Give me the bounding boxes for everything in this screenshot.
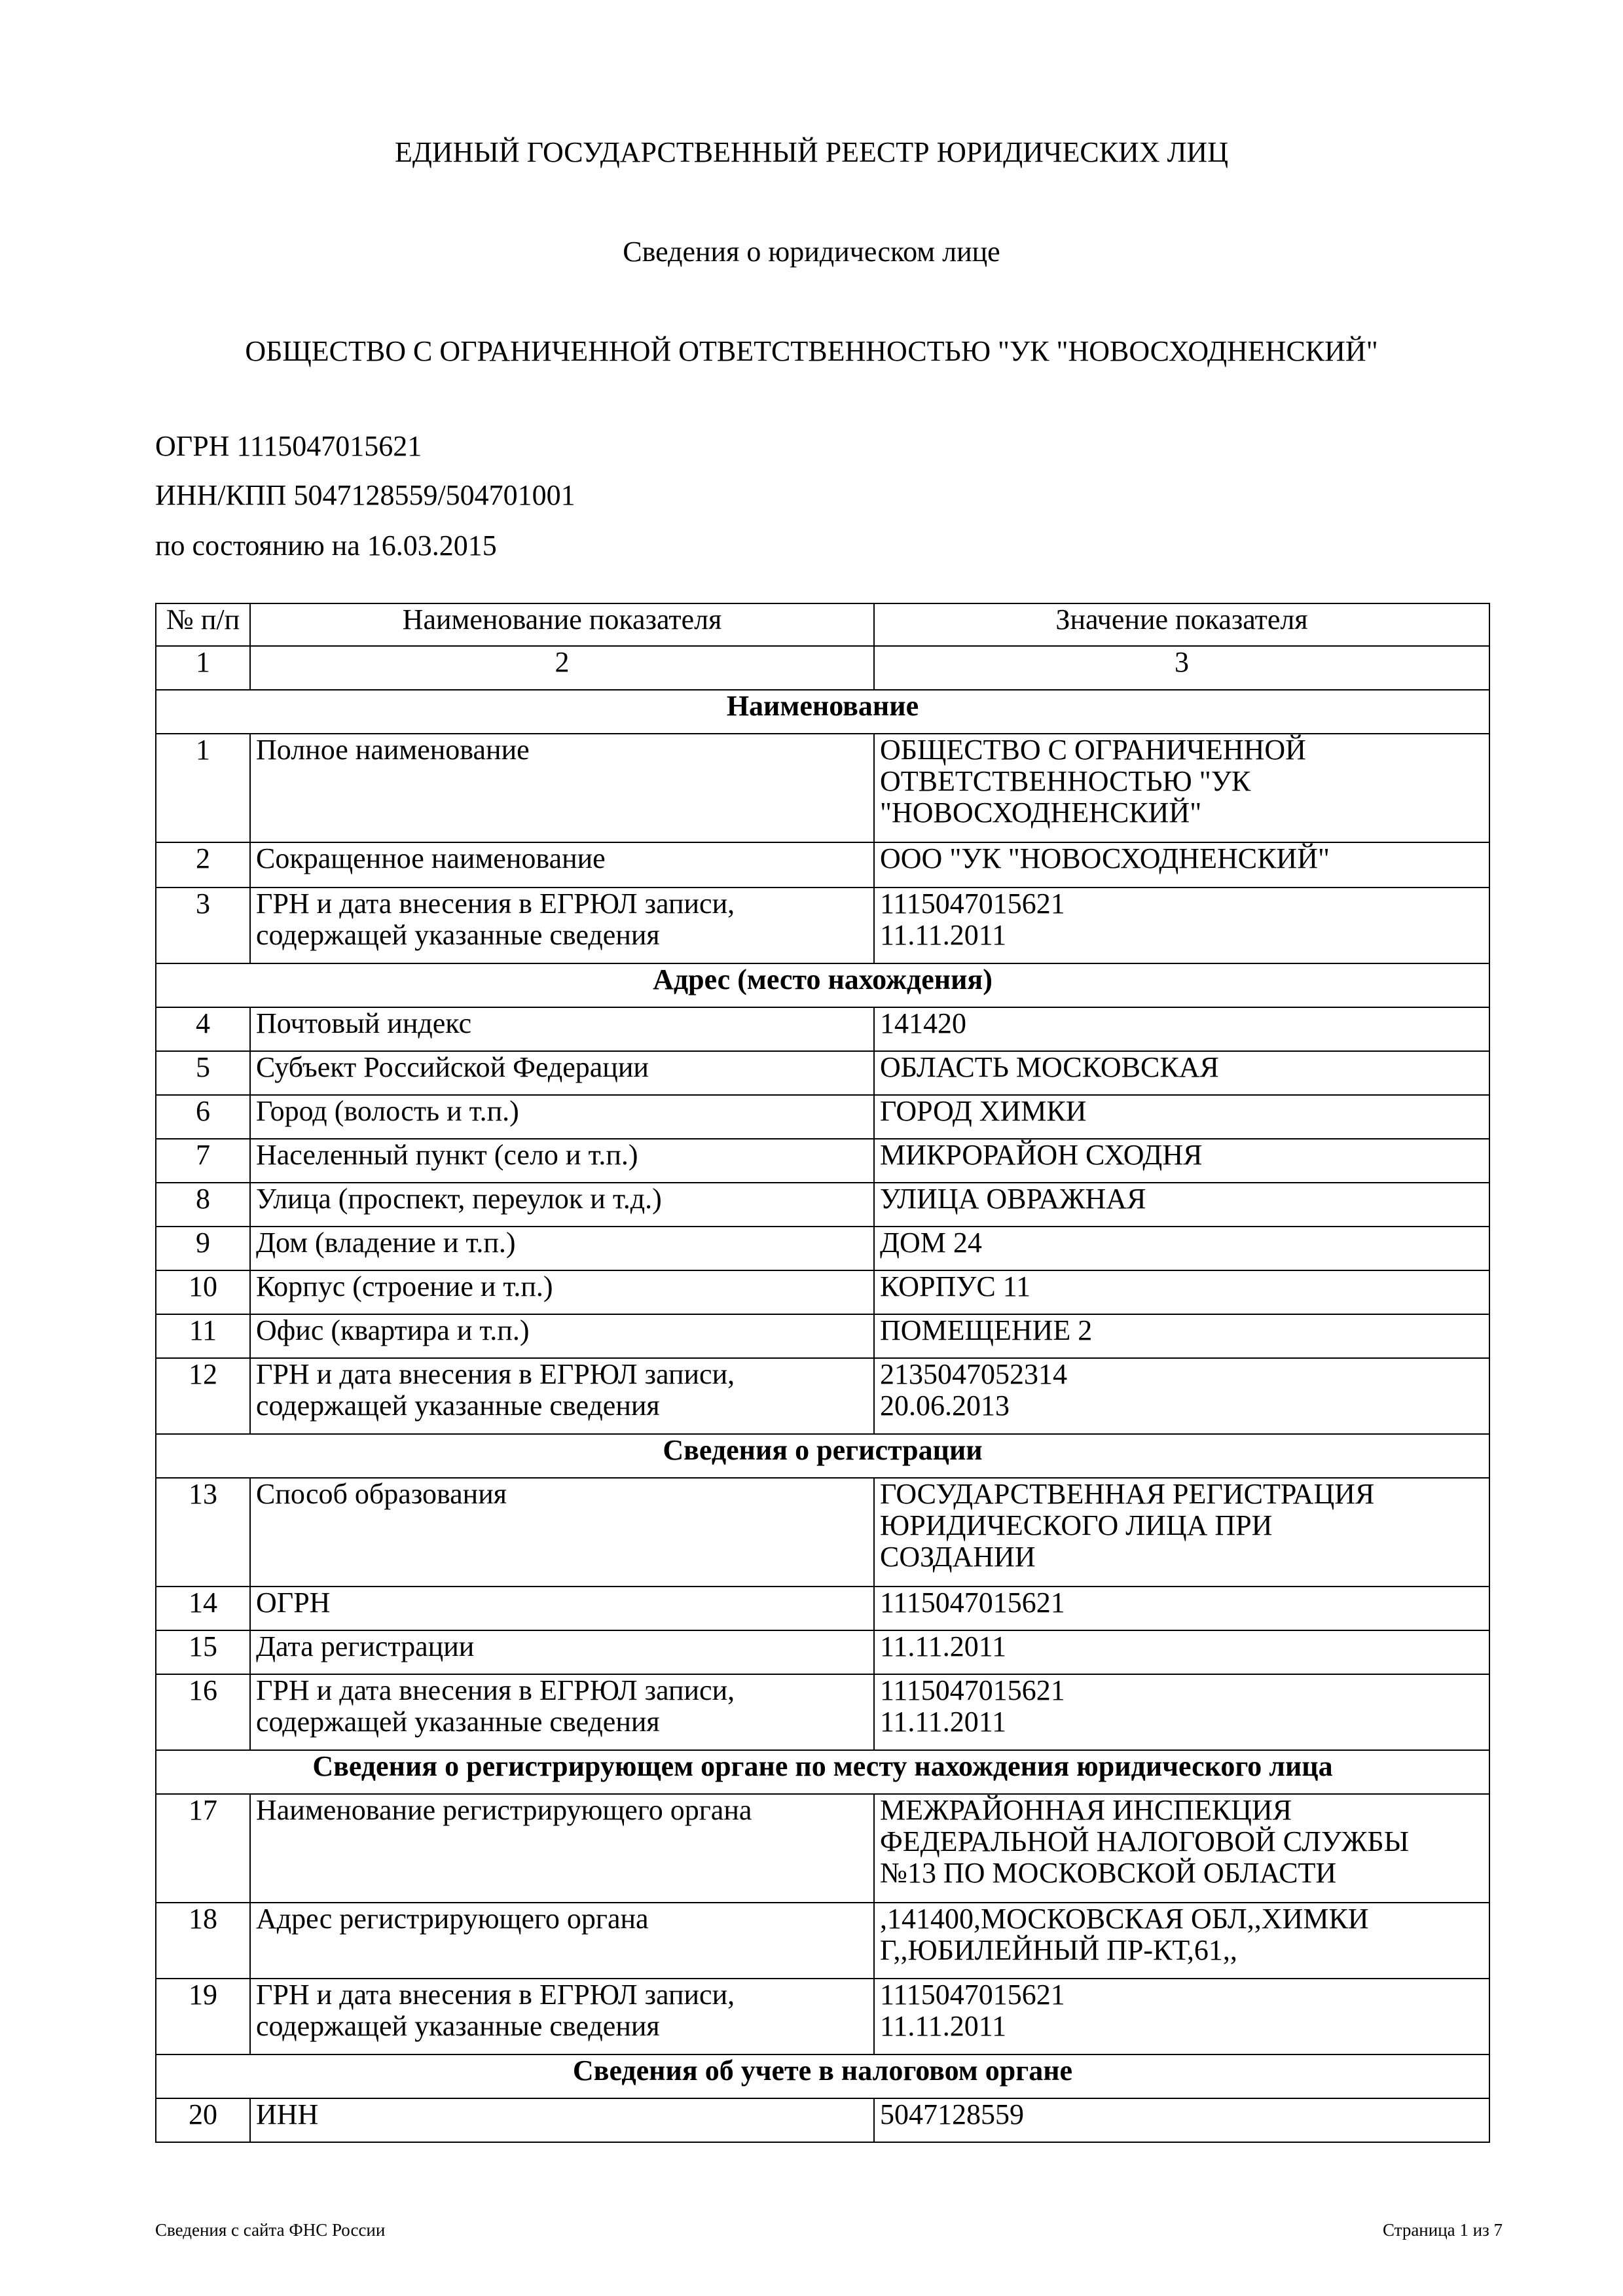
row-number: 20 [156, 2098, 250, 2142]
section-title: Сведения о регистрации [156, 1434, 1489, 1478]
table-row [156, 2098, 1489, 2142]
table-row [156, 1183, 1489, 1227]
row-label: Способ образования [250, 1478, 874, 1587]
row-number: 11 [156, 1314, 250, 1358]
section-row-address [156, 963, 1489, 1007]
section-title: Сведения об учете в налоговом органе [156, 2054, 1489, 2098]
column-header-number: № п/п [156, 603, 250, 646]
row-number: 14 [156, 1587, 250, 1630]
row-value: ООО "УК "НОВОСХОДНЕНСКИЙ" [874, 842, 1489, 888]
row-number: 5 [156, 1051, 250, 1095]
row-value: КОРПУС 11 [874, 1270, 1489, 1314]
table-row [156, 1314, 1489, 1358]
row-number: 2 [156, 842, 250, 888]
section-title: Наименование [156, 690, 1489, 734]
row-label: ОГРН [250, 1587, 874, 1630]
row-label: Город (волость и т.п.) [250, 1095, 874, 1139]
table-row [156, 1587, 1489, 1630]
row-label: Субъект Российской Федерации [250, 1051, 874, 1095]
table-row [156, 1051, 1489, 1095]
table-row [156, 1227, 1489, 1270]
section-row-registration [156, 1434, 1489, 1478]
company-name-title: ОБЩЕСТВО С ОГРАНИЧЕННОЙ ОТВЕТСТВЕННОСТЬЮ "УК "НОВОСХОДНЕНСКИЙ" [245, 335, 1378, 367]
row-label: Корпус (строение и т.п.) [250, 1270, 874, 1314]
section-row-authority [156, 1750, 1489, 1794]
table-row [156, 734, 1489, 842]
column-numbers-row [156, 646, 1489, 690]
row-value: 11.11.2011 [874, 1630, 1489, 1674]
row-value: 1115047015621 11.11.2011 [874, 888, 1489, 963]
row-number: 13 [156, 1478, 250, 1587]
row-value: ОБЩЕСТВО С ОГРАНИЧЕННОЙ ОТВЕТСТВЕННОСТЬЮ "УК "НОВОСХОДНЕНСКИЙ" [874, 734, 1489, 842]
table-row [156, 1139, 1489, 1183]
row-label: Дом (владение и т.п.) [250, 1227, 874, 1270]
table-row [156, 888, 1489, 963]
row-label: Полное наименование [250, 734, 874, 842]
footer-page-number: Страница 1 из 7 [1383, 2220, 1503, 2240]
row-number: 1 [156, 734, 250, 842]
registry-table [155, 603, 1490, 2143]
row-label: Офис (квартира и т.п.) [250, 1314, 874, 1358]
section-title: Адрес (место нахождения) [156, 963, 1489, 1007]
row-value: МЕЖРАЙОННАЯ ИНСПЕКЦИЯ ФЕДЕРАЛЬНОЙ НАЛОГОВОЙ СЛУЖБЫ №13 ПО МОСКОВСКОЙ ОБЛАСТИ [874, 1794, 1489, 1903]
row-value: 5047128559 [874, 2098, 1489, 2142]
row-number: 8 [156, 1183, 250, 1227]
column-number-2: 2 [250, 646, 874, 690]
row-value: ГОСУДАРСТВЕННАЯ РЕГИСТРАЦИЯ ЮРИДИЧЕСКОГО ЛИЦА ПРИ СОЗДАНИИ [874, 1478, 1489, 1587]
row-value: 2135047052314 20.06.2013 [874, 1358, 1489, 1434]
row-number: 17 [156, 1794, 250, 1903]
row-number: 9 [156, 1227, 250, 1270]
row-label: Адрес регистрирующего органа [250, 1903, 874, 1979]
table-row [156, 1270, 1489, 1314]
table-header-row [156, 603, 1489, 646]
row-number: 15 [156, 1630, 250, 1674]
column-number-3: 3 [874, 646, 1489, 690]
column-number-1: 1 [156, 646, 250, 690]
column-header-value: Значение показателя [874, 603, 1489, 646]
table-row [156, 842, 1489, 888]
table-row [156, 1007, 1489, 1051]
section-row-name [156, 690, 1489, 734]
row-number: 10 [156, 1270, 250, 1314]
row-label: Наименование регистрирующего органа [250, 1794, 874, 1903]
table-row [156, 1095, 1489, 1139]
row-number: 18 [156, 1903, 250, 1979]
row-value: 1115047015621 11.11.2011 [874, 1674, 1489, 1750]
ogrn-line: ОГРН 1115047015621 [155, 430, 422, 462]
row-number: 4 [156, 1007, 250, 1051]
row-label: ГРН и дата внесения в ЕГРЮЛ записи, содержащей указанные сведения [250, 1358, 874, 1434]
row-label: Улица (проспект, переулок и т.д.) [250, 1183, 874, 1227]
row-label: ГРН и дата внесения в ЕГРЮЛ записи, содержащей указанные сведения [250, 1979, 874, 2054]
row-value: 141420 [874, 1007, 1489, 1051]
row-number: 12 [156, 1358, 250, 1434]
row-value: ПОМЕЩЕНИЕ 2 [874, 1314, 1489, 1358]
row-value: ,141400,МОСКОВСКАЯ ОБЛ,,ХИМКИ Г,,ЮБИЛЕЙНЫЙ ПР-КТ,61,, [874, 1903, 1489, 1979]
row-number: 3 [156, 888, 250, 963]
row-label: ГРН и дата внесения в ЕГРЮЛ записи, содержащей указанные сведения [250, 1674, 874, 1750]
row-value: ОБЛАСТЬ МОСКОВСКАЯ [874, 1051, 1489, 1095]
row-label: ИНН [250, 2098, 874, 2142]
row-number: 19 [156, 1979, 250, 2054]
table-row [156, 1979, 1489, 2054]
table-row [156, 1478, 1489, 1587]
table-row [156, 1630, 1489, 1674]
registry-title: ЕДИНЫЙ ГОСУДАРСТВЕННЫЙ РЕЕСТР ЮРИДИЧЕСКИХ ЛИЦ [395, 136, 1228, 168]
row-label: Дата регистрации [250, 1630, 874, 1674]
row-label: ГРН и дата внесения в ЕГРЮЛ записи, содержащей указанные сведения [250, 888, 874, 963]
table-row [156, 1674, 1489, 1750]
row-label: Сокращенное наименование [250, 842, 874, 888]
table-row [156, 1903, 1489, 1979]
table-row [156, 1794, 1489, 1903]
row-label: Почтовый индекс [250, 1007, 874, 1051]
row-value: ДОМ 24 [874, 1227, 1489, 1270]
inn-kpp-line: ИНН/КПП 5047128559/504701001 [155, 479, 575, 511]
table-row [156, 1358, 1489, 1434]
section-row-tax [156, 2054, 1489, 2098]
row-number: 7 [156, 1139, 250, 1183]
row-value: 1115047015621 11.11.2011 [874, 1979, 1489, 2054]
document-subtitle: Сведения о юридическом лице [623, 236, 1000, 268]
row-value: УЛИЦА ОВРАЖНАЯ [874, 1183, 1489, 1227]
row-label: Населенный пункт (село и т.п.) [250, 1139, 874, 1183]
footer-source: Сведения с сайта ФНС России [155, 2220, 386, 2240]
column-header-indicator: Наименование показателя [250, 603, 874, 646]
row-value: 1115047015621 [874, 1587, 1489, 1630]
row-value: ГОРОД ХИМКИ [874, 1095, 1489, 1139]
section-title: Сведения о регистрирующем органе по месту нахождения юридического лица [156, 1750, 1489, 1794]
as-of-date-line: по состоянию на 16.03.2015 [155, 529, 497, 562]
row-number: 6 [156, 1095, 250, 1139]
row-value: МИКРОРАЙОН СХОДНЯ [874, 1139, 1489, 1183]
row-number: 16 [156, 1674, 250, 1750]
